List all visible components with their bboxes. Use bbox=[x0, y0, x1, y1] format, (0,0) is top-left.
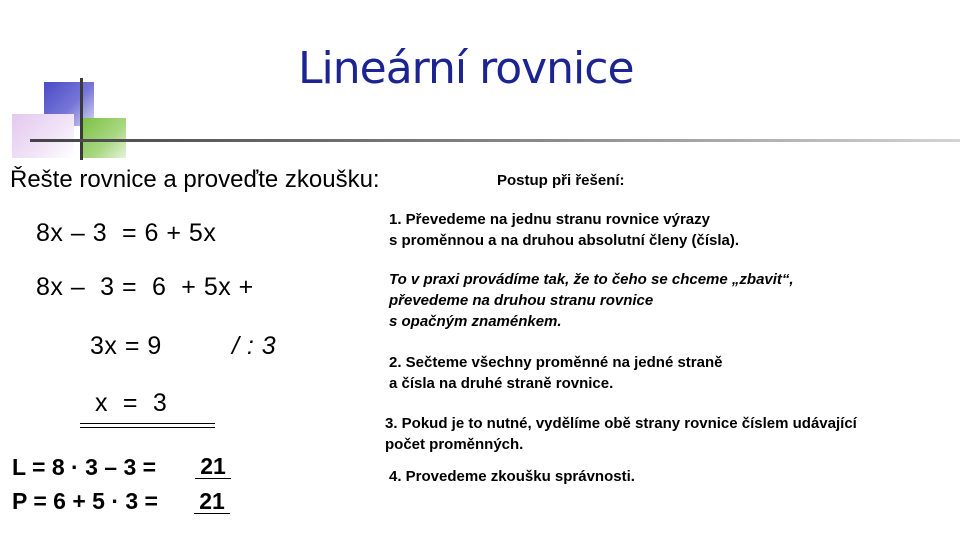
check-right-result: 21 bbox=[194, 489, 230, 514]
procedure-step-1-line-2: s proměnnou a na druhou absolutní členy (čísla). bbox=[389, 232, 740, 249]
task-instruction: Řešte rovnice a proveďte zkoušku: bbox=[10, 166, 380, 193]
equation-line-1: 8x – 3 = 6 + 5x bbox=[36, 219, 217, 247]
procedure-step-4: 4. Provedeme zkoušku správnosti. bbox=[389, 468, 635, 485]
procedure-step-2-line-1: 2. Sečteme všechny proměnné na jedné straně bbox=[389, 354, 723, 371]
decorative-square-pink bbox=[12, 114, 74, 158]
equation-operation: / : 3 bbox=[232, 332, 277, 360]
check-right-side: P = 6 + 5 · 3 = bbox=[12, 488, 165, 514]
procedure-note-line-2: převedeme na druhou stranu rovnice bbox=[389, 292, 654, 309]
procedure-note-line-3: s opačným znaménkem. bbox=[389, 313, 562, 330]
procedure-step-2-line-2: a čísla na druhé straně rovnice. bbox=[389, 375, 614, 392]
equation-solution: x = 3 bbox=[95, 389, 168, 417]
equation-line-2: 8x – 3 = 6 + 5x + bbox=[36, 273, 254, 301]
solution-underline-top bbox=[80, 423, 215, 424]
procedure-note bbox=[389, 269, 794, 332]
procedure-step-2 bbox=[389, 352, 722, 394]
procedure-heading: Postup při řešení: bbox=[497, 172, 625, 189]
procedure-step-1-line-1: 1. Převedeme na jednu stranu rovnice výrazy bbox=[389, 211, 710, 228]
check-left-side: L = 8 · 3 – 3 = bbox=[12, 454, 163, 480]
procedure-step-3-line-2: počet proměnných. bbox=[385, 436, 524, 453]
check-left-result: 21 bbox=[195, 454, 231, 479]
procedure-step-1 bbox=[389, 209, 739, 251]
procedure-step-3 bbox=[385, 413, 857, 455]
procedure-step-3-line-1: 3. Pokud je to nutné, vydělíme obě strany rovnice číslem udávající bbox=[385, 415, 857, 432]
procedure-note-line-1: To v praxi provádíme tak, že to čeho se chceme „zbavit“, bbox=[389, 271, 794, 288]
solution-underline-bottom bbox=[80, 427, 215, 428]
decorative-square-green bbox=[82, 118, 126, 158]
equation-line-3: 3x = 9 bbox=[90, 332, 162, 360]
slide-title: Lineární rovnice bbox=[298, 43, 634, 94]
title-divider-line bbox=[30, 139, 960, 142]
decorative-vertical-line bbox=[80, 78, 83, 160]
